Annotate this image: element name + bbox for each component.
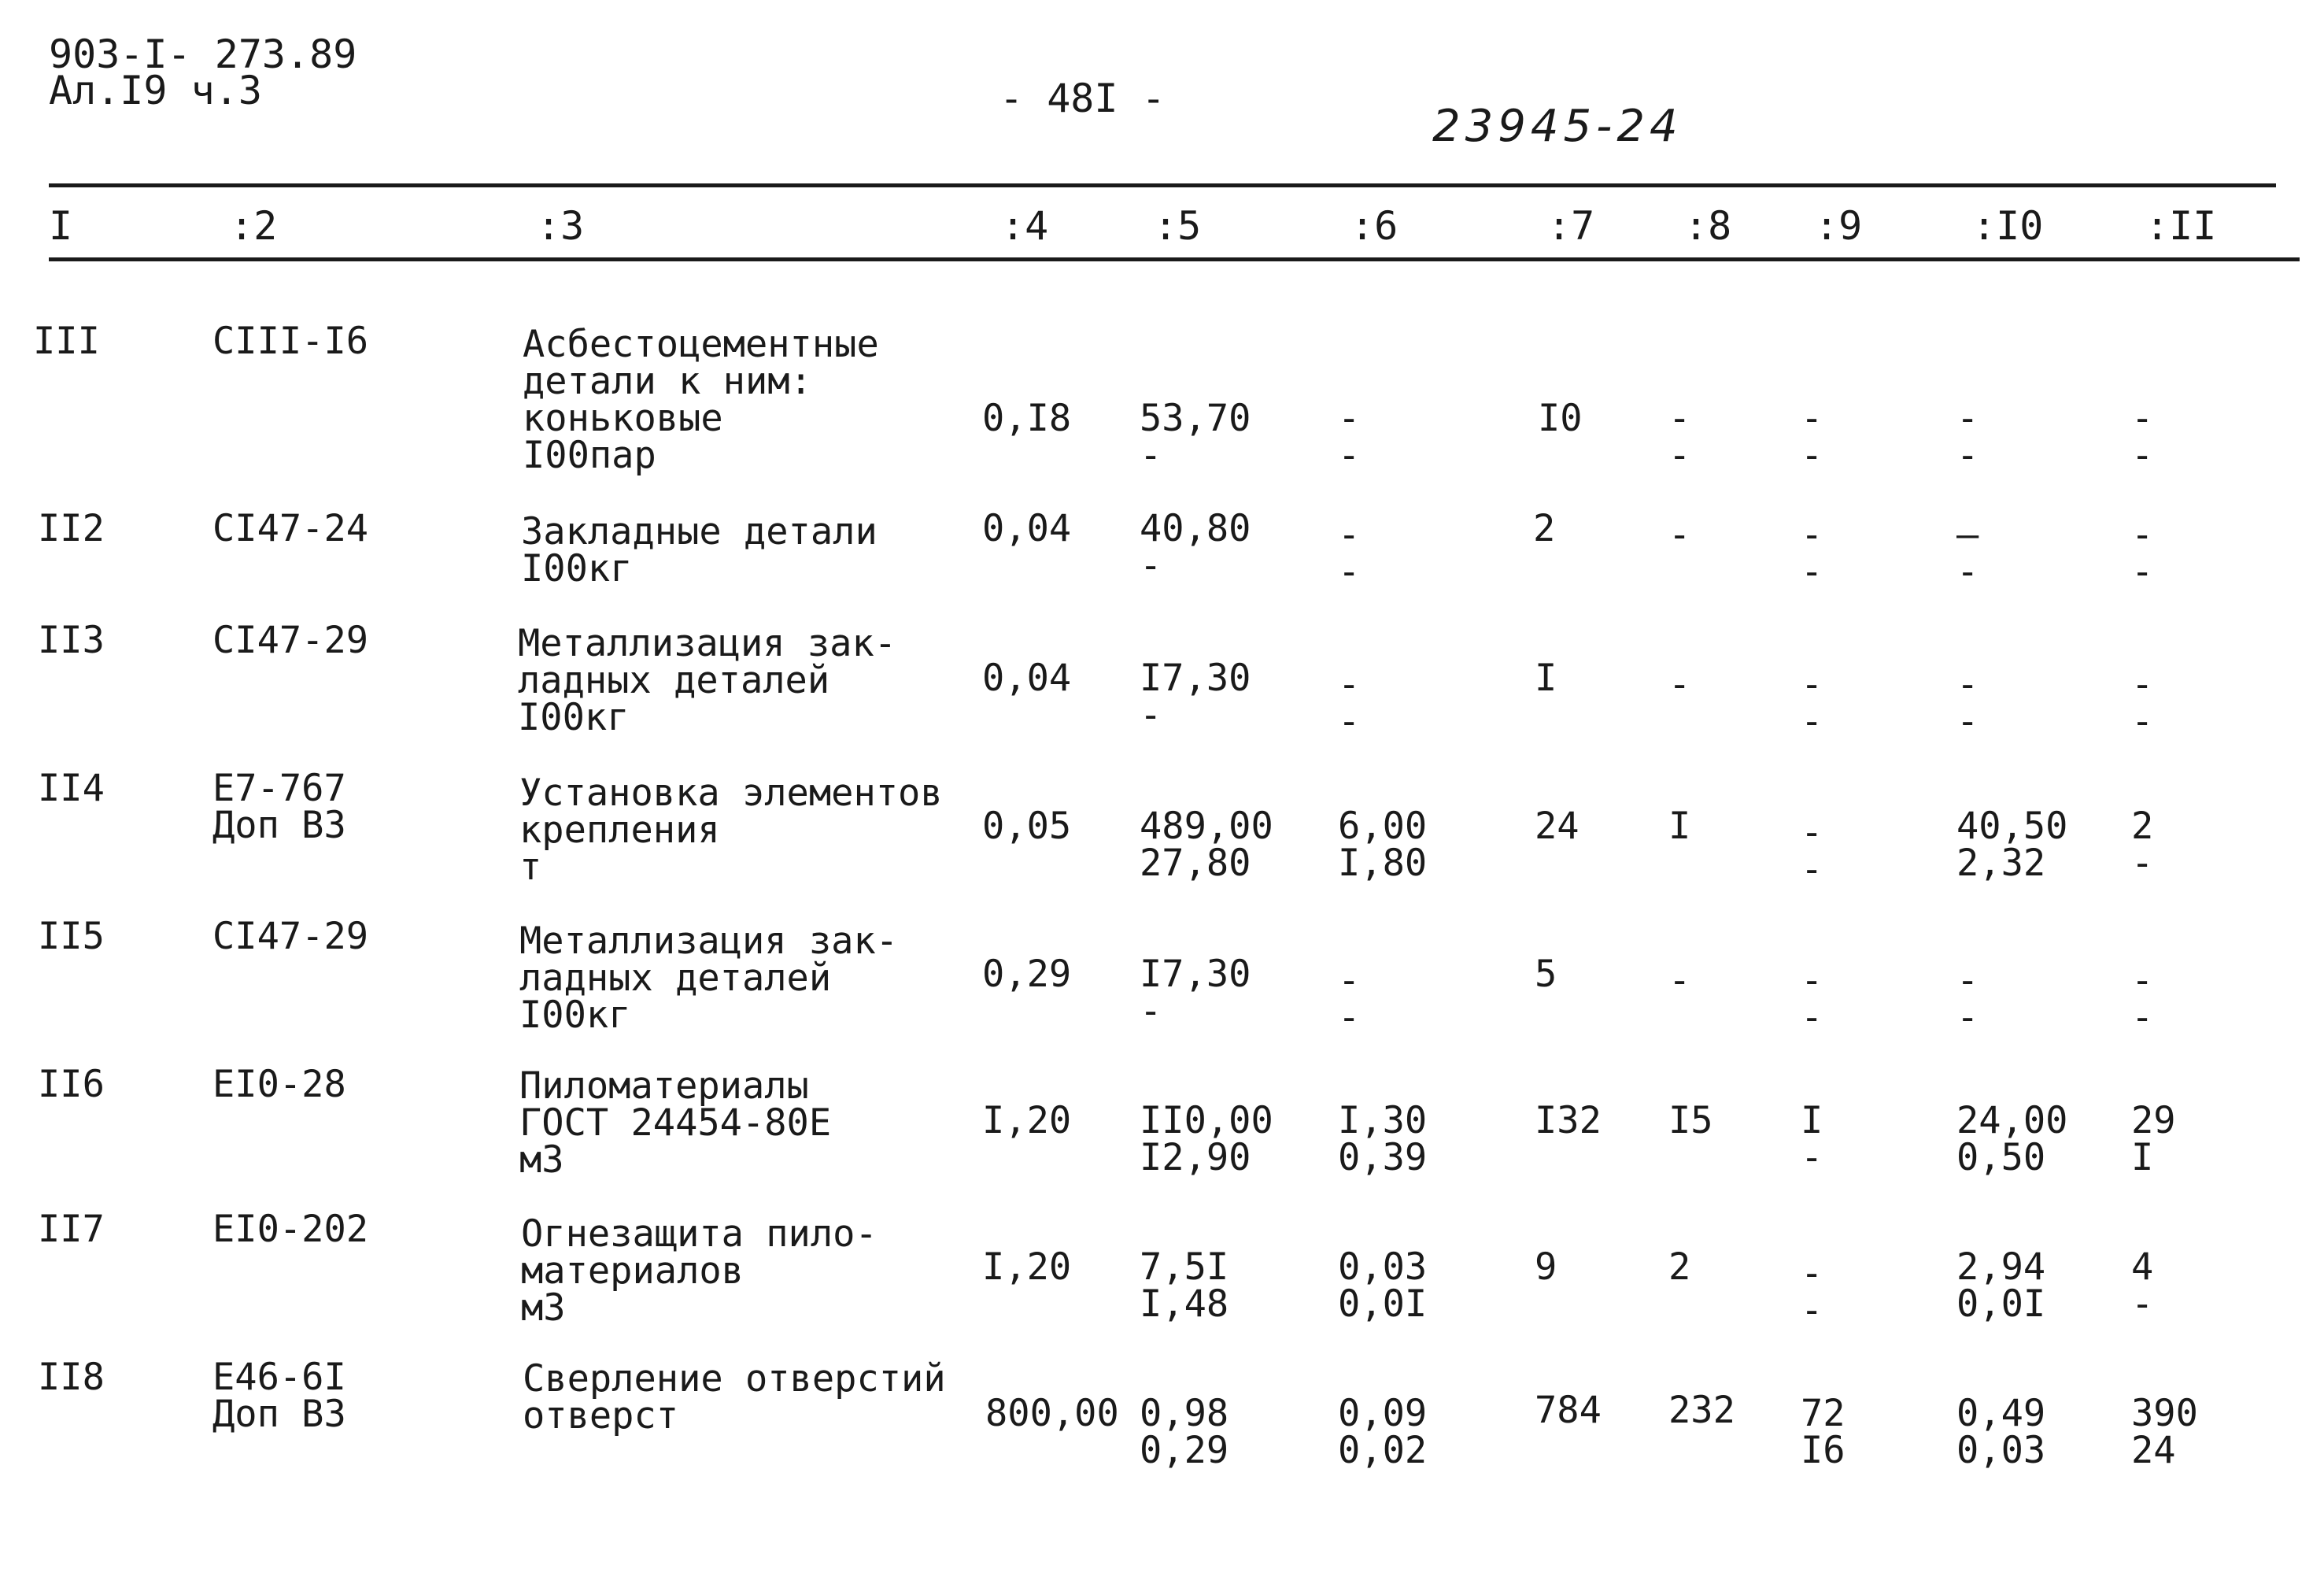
cell-col6: - -: [1338, 397, 1361, 477]
cell-col5: I7,30 -: [1140, 657, 1251, 737]
cell-col6: 6,00 I,80: [1338, 805, 1428, 885]
cell-row-number: II2: [38, 507, 105, 550]
cell-col5: II0,00 I2,90: [1140, 1099, 1273, 1179]
cell-col4: 0,29: [982, 953, 1072, 996]
cell-col7: I32: [1535, 1099, 1602, 1142]
cell-col4: 0,04: [982, 507, 1072, 550]
cell-col10: 0,49 0,03: [1956, 1392, 2046, 1472]
cell-col8: - -: [1668, 397, 1691, 477]
column-header-3: :3: [537, 203, 585, 249]
column-header-7: :7: [1547, 203, 1595, 249]
cell-col10: — -: [1956, 513, 1979, 594]
column-header-10: :I0: [1972, 203, 2044, 249]
sheet-reference: Ал.I9 ч.3: [49, 68, 262, 113]
cell-col8: 2: [1668, 1245, 1691, 1289]
cell-col9: - -: [1801, 513, 1823, 594]
header-top-rule: [49, 183, 2276, 187]
cell-description: Огнезащита пило- материалов м3: [521, 1212, 878, 1330]
cell-col9: 72 I6: [1801, 1392, 1846, 1472]
page-number: - 48I -: [999, 76, 1166, 121]
cell-col10: 2,94 0,0I: [1956, 1245, 2046, 1326]
cell-col10: - -: [1956, 397, 1979, 477]
cell-col8: I5: [1668, 1099, 1713, 1142]
cell-col10: - -: [1956, 959, 1979, 1039]
cell-col8: -: [1668, 513, 1691, 557]
cell-col7: 9: [1535, 1245, 1557, 1289]
cell-description: Установка элементов крепления т: [519, 771, 943, 889]
cell-col5: 0,98 0,29: [1140, 1392, 1229, 1472]
cell-description: Металлизация зак- ладных деталей I00кг: [519, 920, 899, 1037]
cell-col5: I7,30 -: [1140, 953, 1251, 1033]
cell-col8: -: [1668, 959, 1691, 1002]
cell-col5: 40,80 -: [1140, 507, 1251, 587]
cell-row-number: II3: [38, 619, 105, 662]
cell-col9: I -: [1801, 1099, 1823, 1179]
cell-code: CI47-29: [212, 915, 369, 958]
cell-col7: 2: [1533, 507, 1556, 550]
cell-code: E46-6I Доп В3: [212, 1356, 346, 1436]
cell-col11: - -: [2131, 663, 2154, 743]
cell-col4: 0,I8: [982, 397, 1072, 440]
cell-col5: 53,70 -: [1140, 397, 1251, 477]
cell-col6: 0,09 0,02: [1338, 1392, 1428, 1472]
column-header-4: :4: [1001, 203, 1049, 249]
cell-col6: 0,03 0,0I: [1338, 1245, 1428, 1326]
cell-col9: - -: [1801, 663, 1823, 743]
cell-col6: - -: [1338, 663, 1361, 743]
cell-col7: I0: [1538, 397, 1583, 440]
column-header-11: :II: [2145, 203, 2217, 249]
cell-row-number: II5: [38, 915, 105, 958]
cell-col4: 0,04: [982, 657, 1072, 700]
cell-col11: 2 -: [2131, 805, 2154, 885]
cell-col7: 24: [1535, 805, 1580, 848]
cell-row-number: II4: [38, 767, 105, 810]
cell-row-number: II8: [38, 1356, 105, 1399]
cell-col7: 5: [1535, 953, 1557, 996]
cell-col11: 29 I: [2131, 1099, 2176, 1179]
cell-col11: - -: [2131, 397, 2154, 477]
column-header-9: :9: [1815, 203, 1863, 249]
column-header-8: :8: [1684, 203, 1732, 249]
cell-col9: - -: [1801, 1252, 1823, 1332]
cell-description: Металлизация зак- ладных деталей I00кг: [518, 622, 897, 739]
column-header-2: :2: [230, 203, 278, 249]
cell-col11: - -: [2131, 513, 2154, 594]
column-header-6: :6: [1350, 203, 1398, 249]
cell-description: Сверление отверстий отверст: [523, 1357, 946, 1438]
cell-code: CIII-I6: [212, 320, 369, 363]
cell-col8: I: [1668, 805, 1691, 848]
cell-col11: 390 24: [2131, 1392, 2198, 1472]
cell-code: CI47-24: [212, 507, 369, 550]
cell-code: EI0-28: [212, 1063, 346, 1106]
cell-col4: I,20: [982, 1099, 1072, 1142]
header-bottom-rule: [49, 257, 2300, 261]
cell-col4: 800,00: [985, 1392, 1119, 1435]
cell-code: CI47-29: [212, 619, 369, 662]
cell-code: E7-767 Доп В3: [212, 767, 346, 847]
cell-col8: -: [1668, 663, 1691, 706]
cell-row-number: II7: [38, 1208, 105, 1251]
cell-col9: - -: [1801, 397, 1823, 477]
cell-col10: 40,50 2,32: [1956, 805, 2068, 885]
cell-col4: 0,05: [982, 805, 1072, 848]
handwritten-number: 23945-24: [1432, 101, 1683, 152]
cell-col10: 24,00 0,50: [1956, 1099, 2068, 1179]
cell-col8: 232: [1668, 1389, 1735, 1432]
cell-description: Закладные детали I00кг: [521, 510, 878, 590]
cell-description: Пиломатериалы ГОСТ 24454-80Е м3: [519, 1064, 832, 1182]
cell-col7: I: [1535, 657, 1557, 700]
cell-col4: I,20: [982, 1245, 1072, 1289]
document-code: 903-I- 273.89: [49, 31, 357, 77]
cell-col6: - -: [1338, 959, 1361, 1039]
cell-col11: - -: [2131, 959, 2154, 1039]
cell-col11: 4 -: [2131, 1245, 2154, 1326]
cell-code: EI0-202: [212, 1208, 369, 1251]
cell-col5: 489,00 27,80: [1140, 805, 1273, 885]
cell-col9: - -: [1801, 959, 1823, 1039]
cell-col6: - -: [1338, 513, 1361, 594]
cell-col9: - -: [1801, 811, 1823, 891]
column-header-5: :5: [1154, 203, 1202, 249]
cell-row-number: III: [33, 320, 100, 363]
cell-col5: 7,5I I,48: [1140, 1245, 1229, 1326]
column-header-1: I: [49, 203, 73, 249]
cell-col10: - -: [1956, 663, 1979, 743]
cell-row-number: II6: [38, 1063, 105, 1106]
cell-col6: I,30 0,39: [1338, 1099, 1428, 1179]
cell-description: Асбестоцементные детали к ним: коньковые I00пар: [523, 323, 879, 477]
cell-col7: 784: [1535, 1389, 1602, 1432]
